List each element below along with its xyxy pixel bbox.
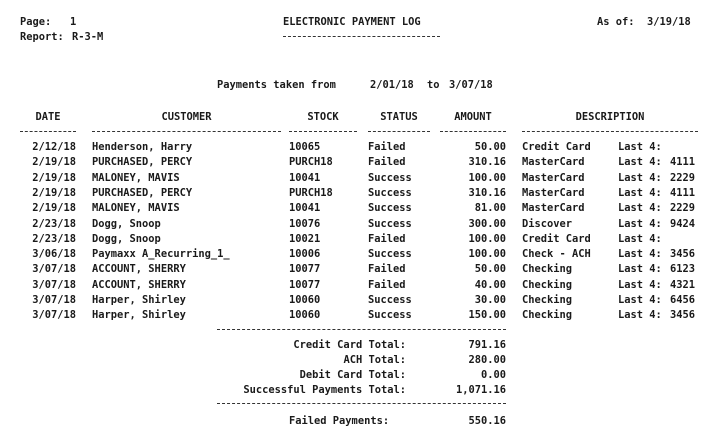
row-status: Failed <box>368 141 406 153</box>
row-date: 2/23/18 <box>32 218 76 230</box>
range-to-label: to <box>427 79 440 91</box>
row-last4-label: Last 4: <box>618 294 662 306</box>
successful-total-value: 1,071.16 <box>455 384 506 396</box>
row-amount: 310.16 <box>468 156 506 168</box>
credit-card-total-label: Credit Card Total: <box>293 339 406 351</box>
row-customer: Harper, Shirley <box>92 294 186 306</box>
row-customer: ACCOUNT, SHERRY <box>92 279 186 291</box>
successful-total-label: Successful Payments Total: <box>243 384 406 396</box>
row-date: 2/19/18 <box>32 172 76 184</box>
range-from: 2/01/18 <box>370 79 414 91</box>
row-customer: MALONEY, MAVIS <box>92 172 180 184</box>
col-customer-underline <box>92 131 281 132</box>
page-label: Page: <box>20 16 52 28</box>
row-date: 2/19/18 <box>32 202 76 214</box>
row-date: 3/06/18 <box>32 248 76 260</box>
row-status: Success <box>368 172 412 184</box>
row-payment-method: Credit Card <box>522 141 591 153</box>
row-amount: 100.00 <box>468 233 506 245</box>
row-last4: 3456 <box>670 248 696 260</box>
failed-separator <box>217 403 506 404</box>
report-title: ELECTRONIC PAYMENT LOG <box>283 16 421 28</box>
debit-card-total-label: Debit Card Total: <box>299 369 406 381</box>
row-payment-method: MasterCard <box>522 202 585 214</box>
row-last4-label: Last 4: <box>618 187 662 199</box>
row-date: 3/07/18 <box>32 294 76 306</box>
row-stock: 10006 <box>289 248 321 260</box>
row-status: Failed <box>368 233 406 245</box>
range-label: Payments taken from <box>217 79 336 91</box>
row-amount: 50.00 <box>474 263 506 275</box>
page-number: 1 <box>70 16 77 28</box>
row-payment-method: Discover <box>522 218 573 230</box>
row-payment-method: Checking <box>522 309 573 321</box>
col-customer-header: CUSTOMER <box>161 111 212 123</box>
row-date: 3/07/18 <box>32 309 76 321</box>
credit-card-total-value: 791.16 <box>468 339 506 351</box>
row-date: 2/19/18 <box>32 187 76 199</box>
col-date-underline <box>20 131 76 132</box>
row-last4-label: Last 4: <box>618 279 662 291</box>
row-customer: Dogg, Snoop <box>92 233 161 245</box>
report-label: Report: <box>20 31 64 43</box>
row-stock: PURCH18 <box>289 187 333 199</box>
row-stock: 10077 <box>289 263 321 275</box>
row-amount: 81.00 <box>474 202 506 214</box>
row-customer: PURCHASED, PERCY <box>92 156 193 168</box>
asof-date: 3/19/18 <box>647 16 691 28</box>
report-id: R-3-M <box>72 31 104 43</box>
row-stock: 10021 <box>289 233 321 245</box>
ach-total-label: ACH Total: <box>343 354 406 366</box>
range-to: 3/07/18 <box>449 79 493 91</box>
failed-payments-value: 550.16 <box>468 415 506 427</box>
col-date-header: DATE <box>35 111 61 123</box>
row-customer: MALONEY, MAVIS <box>92 202 180 214</box>
ach-total-value: 280.00 <box>468 354 506 366</box>
row-customer: Henderson, Harry <box>92 141 193 153</box>
row-payment-method: Checking <box>522 294 573 306</box>
col-status-underline <box>368 131 430 132</box>
row-amount: 310.16 <box>468 187 506 199</box>
row-last4-label: Last 4: <box>618 172 662 184</box>
row-last4: 6456 <box>670 294 696 306</box>
col-amount-header: AMOUNT <box>454 111 492 123</box>
row-stock: 10065 <box>289 141 321 153</box>
col-stock-underline <box>289 131 357 132</box>
row-last4: 6123 <box>670 263 696 275</box>
row-last4: 2229 <box>670 172 696 184</box>
row-status: Success <box>368 218 412 230</box>
row-status: Failed <box>368 263 406 275</box>
row-last4: 4111 <box>670 156 696 168</box>
row-amount: 100.00 <box>468 248 506 260</box>
row-last4: 2229 <box>670 202 696 214</box>
row-payment-method: MasterCard <box>522 172 585 184</box>
row-last4: 9424 <box>670 218 696 230</box>
row-last4-label: Last 4: <box>618 218 662 230</box>
col-description-underline <box>522 131 698 132</box>
row-status: Success <box>368 294 412 306</box>
row-date: 3/07/18 <box>32 279 76 291</box>
row-customer: Paymaxx A_Recurring_1_ <box>92 248 230 260</box>
row-customer: PURCHASED, PERCY <box>92 187 193 199</box>
asof-label: As of: <box>597 16 635 28</box>
row-last4: 4111 <box>670 187 696 199</box>
title-underline <box>283 36 440 37</box>
row-payment-method: MasterCard <box>522 187 585 199</box>
row-amount: 300.00 <box>468 218 506 230</box>
row-last4-label: Last 4: <box>618 233 662 245</box>
row-stock: 10077 <box>289 279 321 291</box>
row-stock: 10041 <box>289 202 321 214</box>
row-last4-label: Last 4: <box>618 309 662 321</box>
row-payment-method: Checking <box>522 279 573 291</box>
row-customer: Dogg, Snoop <box>92 218 161 230</box>
row-status: Success <box>368 248 412 260</box>
row-date: 2/23/18 <box>32 233 76 245</box>
row-status: Success <box>368 309 412 321</box>
row-amount: 150.00 <box>468 309 506 321</box>
totals-separator <box>217 329 506 330</box>
row-stock: PURCH18 <box>289 156 333 168</box>
row-stock: 10041 <box>289 172 321 184</box>
row-payment-method: Check - ACH <box>522 248 591 260</box>
row-date: 2/12/18 <box>32 141 76 153</box>
row-stock: 10076 <box>289 218 321 230</box>
row-status: Success <box>368 187 412 199</box>
row-payment-method: MasterCard <box>522 156 585 168</box>
failed-payments-label: Failed Payments: <box>289 415 390 427</box>
row-amount: 100.00 <box>468 172 506 184</box>
row-payment-method: Credit Card <box>522 233 591 245</box>
row-last4: 4321 <box>670 279 696 291</box>
row-status: Failed <box>368 279 406 291</box>
row-last4-label: Last 4: <box>618 156 662 168</box>
row-amount: 50.00 <box>474 141 506 153</box>
col-status-header: STATUS <box>380 111 418 123</box>
row-amount: 30.00 <box>474 294 506 306</box>
col-description-header: DESCRIPTION <box>575 111 645 123</box>
row-stock: 10060 <box>289 309 321 321</box>
row-last4-label: Last 4: <box>618 202 662 214</box>
row-status: Failed <box>368 156 406 168</box>
row-customer: ACCOUNT, SHERRY <box>92 263 186 275</box>
debit-card-total-value: 0.00 <box>480 369 506 381</box>
row-date: 2/19/18 <box>32 156 76 168</box>
row-date: 3/07/18 <box>32 263 76 275</box>
col-stock-header: STOCK <box>307 111 339 123</box>
row-customer: Harper, Shirley <box>92 309 186 321</box>
row-amount: 40.00 <box>474 279 506 291</box>
row-status: Success <box>368 202 412 214</box>
row-last4-label: Last 4: <box>618 248 662 260</box>
col-amount-underline <box>440 131 506 132</box>
row-last4-label: Last 4: <box>618 263 662 275</box>
row-last4: 3456 <box>670 309 696 321</box>
row-stock: 10060 <box>289 294 321 306</box>
row-last4-label: Last 4: <box>618 141 662 153</box>
row-payment-method: Checking <box>522 263 573 275</box>
